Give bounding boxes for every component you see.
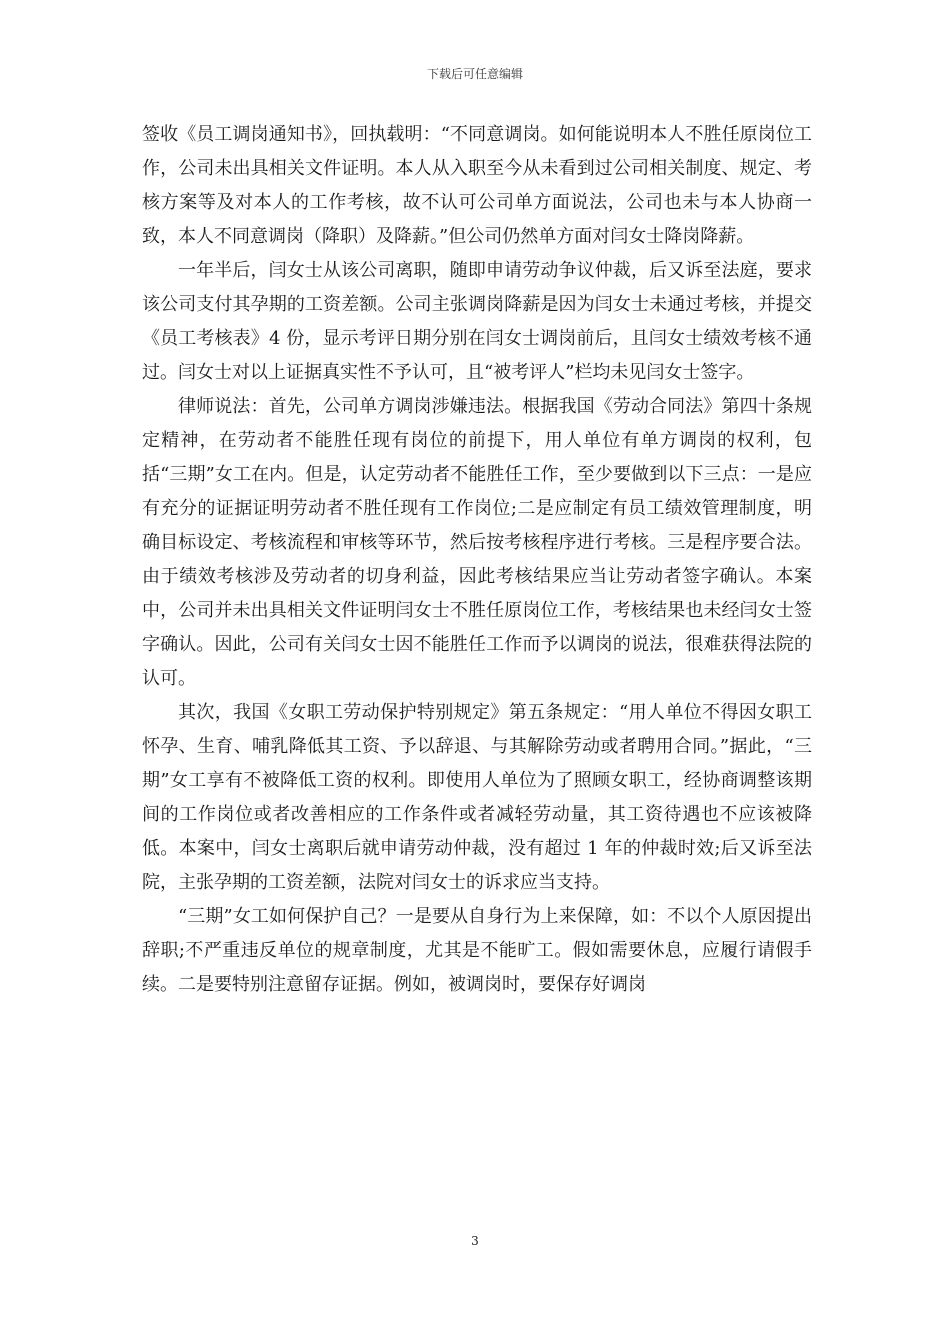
paragraph-continued: 签收《员工调岗通知书》，回执载明：“不同意调岗。如何能说明本人不胜任原岗位工作，公司未出具相关文件证明。本人从入职至今从未看到过公司相关制度、规定、考核方案等及对本人的工作考核，故不认可公司单方面说法，公司也未与本人协商一致，本人不同意调岗（降职）及降薪。”但公司仍然单方面对闫女士降岗降薪。 bbox=[142, 124, 812, 247]
paragraph: 律师说法：首先，公司单方调岗涉嫌违法。根据我国《劳动合同法》第四十条规定精神，在劳动者不能胜任现有岗位的前提下，用人单位有单方调岗的权利，包括“三期”女工在内。但是，认定劳动者不能胜任工作，至少要做到以下三点：一是应有充分的证据证明劳动者不胜任现有工作岗位;二是应制定有员工绩效管理制度，明确目标设定、考核流程和审核等环节，然后按考核程序进行考核。三是程序要合法。由于绩效考核涉及劳动者的切身利益，因此考核结果应当让劳动者签字确认。本案中，公司并未出具相关文件证明闫女士不胜任原岗位工作，考核结果也未经闫女士签字确认。因此，公司有关闫女士因不能胜任工作而予以调岗的说法，很难获得法院的认可。 bbox=[142, 396, 812, 689]
paragraph: 其次，我国《女职工劳动保护特别规定》第五条规定：“用人单位不得因女职工怀孕、生育、哺乳降低其工资、予以辞退、与其解除劳动或者聘用合同。”据此，“三期”女工享有不被降低工资的权利。即使用人单位为了照顾女职工，经协商调整该期间的工作岗位或者改善相应的工作条件或者减轻劳动量，其工资待遇也不应该被降低。本案中，闫女士离职后就申请劳动仲裁，没有超过 1 年的仲裁时效;后又诉至法院，主张孕期的工资差额，法院对闫女士的诉求应当支持。 bbox=[142, 702, 812, 893]
page-header-note: 下载后可任意编辑 bbox=[426, 67, 523, 81]
document-body bbox=[142, 118, 812, 1002]
page-number: 3 bbox=[471, 1234, 479, 1248]
paragraph: “三期”女工如何保护自己？一是要从自身行为上来保障，如：不以个人原因提出辞职;不严重违反单位的规章制度，尤其是不能旷工。假如需要休息，应履行请假手续。二是要特别注意留存证据。例如，被调岗时，要保存好调岗 bbox=[142, 906, 812, 995]
paragraph: 一年半后，闫女士从该公司离职，随即申请劳动争议仲裁，后又诉至法庭，要求该公司支付其孕期的工资差额。公司主张调岗降薪是因为闫女士未通过考核，并提交《员工考核表》4 份，显示考评日期分别在闫女士调岗前后，且闫女士绩效考核不通过。闫女士对以上证据真实性不予认可，且“被考评人”栏均未见闫女士签字。 bbox=[142, 260, 812, 383]
